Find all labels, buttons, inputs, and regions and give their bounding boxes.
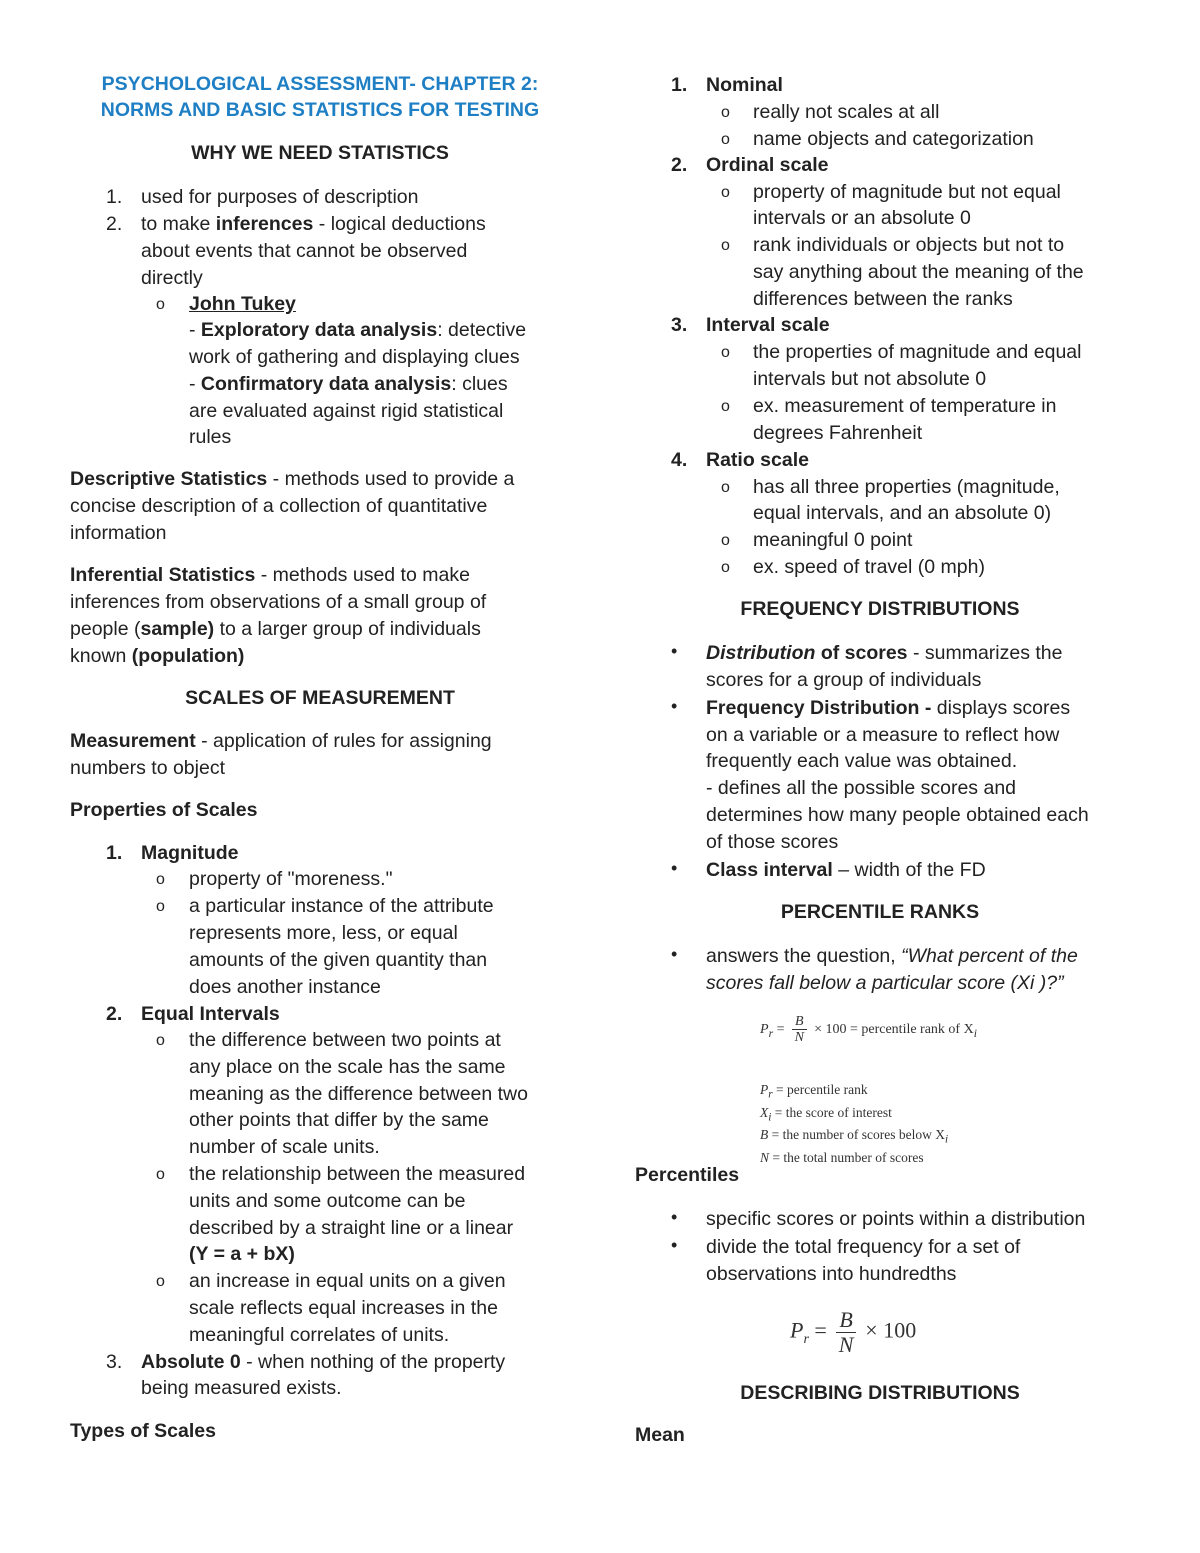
- measurement-definition: Measurement - application of rules for assigning: [70, 730, 492, 752]
- ordinal-bullet-2-l2: say anything about the meaning of the: [753, 261, 1084, 283]
- eda-line-2: work of gathering and displaying clues: [189, 346, 520, 368]
- heading-percentile-ranks: PERCENTILE RANKS: [780, 901, 980, 923]
- ordinal-bullet-1: property of magnitude but not equal: [753, 181, 1061, 203]
- title-line-2: NORMS AND BASIC STATISTICS FOR TESTING: [100, 99, 540, 121]
- ratio-bullet-2: meaningful 0 point: [753, 529, 913, 551]
- magnitude: Magnitude: [141, 842, 239, 864]
- pr-question-l2: scores fall below a particular score (Xi )?”: [706, 972, 1064, 994]
- bullet-icon: •: [671, 858, 678, 878]
- linear-equation: (Y = a + bX): [189, 1243, 295, 1265]
- percentiles-bullet-2-l2: observations into hundredths: [706, 1263, 957, 1285]
- bullet-icon: •: [671, 1207, 678, 1227]
- list-number: 3.: [671, 314, 688, 336]
- percentile-formula: $P_r$ = $\frac{B}{N}$ × 100: [790, 1307, 917, 1358]
- descriptive-line-3: information: [70, 522, 167, 544]
- heading-scales: SCALES OF MEASUREMENT: [185, 687, 455, 709]
- circle-bullet-icon: o: [721, 532, 730, 549]
- list-number: 1.: [671, 74, 688, 96]
- fd-l5: determines how many people obtained each: [706, 804, 1089, 826]
- fd-l4: - defines all the possible scores and: [706, 777, 1017, 799]
- ratio-bullet-1-l2: equal intervals, and an absolute 0): [753, 502, 1052, 524]
- absolute-zero: Absolute 0 - when nothing of the property: [141, 1351, 506, 1373]
- heading-describing-distributions: DESCRIBING DISTRIBUTIONS: [740, 1382, 1020, 1404]
- distribution-of-scores-l2: scores for a group of individuals: [706, 669, 982, 691]
- circle-bullet-icon: o: [156, 1032, 165, 1049]
- circle-bullet-icon: o: [721, 104, 730, 121]
- ordinal-bullet-1-l2: intervals or an absolute 0: [753, 207, 971, 229]
- list-item: to make inferences - logical deductions: [141, 213, 486, 235]
- circle-bullet-icon: o: [721, 131, 730, 148]
- cda-line: - Confirmatory data analysis: clues: [189, 373, 508, 395]
- heading-percentiles: Percentiles: [635, 1164, 740, 1186]
- inferential-line-2: inferences from observations of a small group of: [70, 591, 487, 613]
- mag-bullet-2: a particular instance of the attribute: [189, 895, 494, 917]
- title-line-1: PSYCHOLOGICAL ASSESSMENT- CHAPTER 2:: [101, 73, 539, 95]
- percentiles-bullet-1: specific scores or points within a distribution: [706, 1208, 1086, 1230]
- interval-bullet-1-l2: intervals but not absolute 0: [753, 368, 987, 390]
- formula-legend: $P_r$ = percentile rank $X_i$ = the score of interest B = the number of scores below $X_i$ N = the total number of scores: [760, 1082, 949, 1166]
- interval-bullet-2: ex. measurement of temperature in: [753, 395, 1057, 417]
- heading-properties: Properties of Scales: [70, 799, 258, 821]
- eq-bullet-2-l2: units and some outcome can be: [189, 1190, 466, 1212]
- mag-bullet-2-l2: represents more, less, or equal: [189, 922, 458, 944]
- heading-mean: Mean: [635, 1424, 685, 1446]
- circle-bullet-icon: o: [156, 1166, 165, 1183]
- eq-bullet-1-l4: other points that differ by the same: [189, 1109, 489, 1131]
- eq-bullet-2: the relationship between the measured: [189, 1163, 526, 1185]
- inferential-line-3: people (sample) to a larger group of individuals: [70, 618, 481, 640]
- inferential-statistics: Inferential Statistics - methods used to make: [70, 564, 470, 586]
- circle-bullet-icon: o: [156, 871, 165, 888]
- circle-bullet-icon: o: [721, 237, 730, 254]
- eq-bullet-1-l2: any place on the scale has the same: [189, 1056, 506, 1078]
- list-number: 2.: [671, 154, 688, 176]
- ratio-bullet-3: ex. speed of travel (0 mph): [753, 556, 985, 578]
- circle-bullet-icon: o: [721, 559, 730, 576]
- list-item-cont: about events that cannot be observed: [141, 240, 468, 262]
- list-number: 4.: [671, 449, 688, 471]
- descriptive-statistics: Descriptive Statistics - methods used to provide a: [70, 468, 515, 490]
- bullet-icon: •: [671, 696, 678, 716]
- percentile-rank-formula: $P_r$ = $\frac{B}{N}$ × 100 = percentile rank of $X_i$: [760, 1014, 977, 1046]
- mag-bullet-2-l3: amounts of the given quantity than: [189, 949, 488, 971]
- list-number: 3.: [106, 1351, 123, 1373]
- circle-bullet-icon: o: [721, 344, 730, 361]
- interval-bullet-2-l2: degrees Fahrenheit: [753, 422, 923, 444]
- mag-bullet-1: property of "moreness.": [189, 868, 393, 890]
- pr-question: answers the question, “What percent of the: [706, 945, 1078, 967]
- distribution-of-scores: Distribution of scores - summarizes the: [706, 642, 1063, 664]
- ratio-scale: Ratio scale: [706, 449, 809, 471]
- percentiles-bullet-2: divide the total frequency for a set of: [706, 1236, 1021, 1258]
- ratio-bullet-1: has all three properties (magnitude,: [753, 476, 1060, 498]
- circle-bullet-icon: o: [721, 184, 730, 201]
- john-tukey: John Tukey: [189, 293, 296, 315]
- equal-intervals: Equal Intervals: [141, 1003, 280, 1025]
- nominal-bullet-2: name objects and categorization: [753, 128, 1034, 150]
- cda-line-3: rules: [189, 426, 232, 448]
- heading-types-of-scales: Types of Scales: [70, 1420, 216, 1442]
- circle-bullet-icon: o: [721, 479, 730, 496]
- class-interval: Class interval – width of the FD: [706, 859, 986, 881]
- cda-line-2: are evaluated against rigid statistical: [189, 400, 504, 422]
- eq-bullet-1-l5: number of scale units.: [189, 1136, 380, 1158]
- nominal-bullet-1: really not scales at all: [753, 101, 940, 123]
- ordinal-bullet-2: rank individuals or objects but not to: [753, 234, 1065, 256]
- eq-bullet-3-l3: meaningful correlates of units.: [189, 1324, 450, 1346]
- list-item-cont: directly: [141, 267, 203, 289]
- measurement-line-2: numbers to object: [70, 757, 226, 779]
- ordinal-scale: Ordinal scale: [706, 154, 829, 176]
- heading-frequency-distributions: FREQUENCY DISTRIBUTIONS: [740, 598, 1020, 620]
- mag-bullet-2-l4: does another instance: [189, 976, 381, 998]
- circle-bullet-icon: o: [156, 898, 165, 915]
- list-number: 2.: [106, 1003, 123, 1025]
- eda-line: - Exploratory data analysis: detective: [189, 319, 527, 341]
- circle-bullet-icon: o: [156, 296, 165, 313]
- fd-l3: frequently each value was obtained.: [706, 750, 1018, 772]
- interval-bullet-1: the properties of magnitude and equal: [753, 341, 1082, 363]
- circle-bullet-icon: o: [156, 1273, 165, 1290]
- inferential-line-4: known (population): [70, 645, 245, 667]
- eq-bullet-3: an increase in equal units on a given: [189, 1270, 506, 1292]
- list-number: 1.: [106, 842, 123, 864]
- list-number: 1.: [106, 186, 123, 208]
- interval-scale: Interval scale: [706, 314, 830, 336]
- ordinal-bullet-2-l3: differences between the ranks: [753, 288, 1013, 310]
- eq-bullet-3-l2: scale reflects equal increases in the: [189, 1297, 498, 1319]
- bullet-icon: •: [671, 944, 678, 964]
- absolute-zero-l2: being measured exists.: [141, 1377, 342, 1399]
- eq-bullet-1-l3: meaning as the difference between two: [189, 1083, 528, 1105]
- eq-bullet-2-l3: described by a straight line or a linear: [189, 1217, 514, 1239]
- heading-why-statistics: WHY WE NEED STATISTICS: [191, 142, 449, 164]
- fd-l2: on a variable or a measure to reflect how: [706, 724, 1060, 746]
- list-number: 2.: [106, 213, 123, 235]
- nominal: Nominal: [706, 74, 783, 96]
- list-item: used for purposes of description: [141, 186, 419, 208]
- descriptive-line-2: concise description of a collection of quantitative: [70, 495, 488, 517]
- circle-bullet-icon: o: [721, 398, 730, 415]
- bullet-icon: •: [671, 1235, 678, 1255]
- frequency-distribution: Frequency Distribution - displays scores: [706, 697, 1071, 719]
- eq-bullet-1: the difference between two points at: [189, 1029, 501, 1051]
- bullet-icon: •: [671, 641, 678, 661]
- fd-l6: of those scores: [706, 831, 839, 853]
